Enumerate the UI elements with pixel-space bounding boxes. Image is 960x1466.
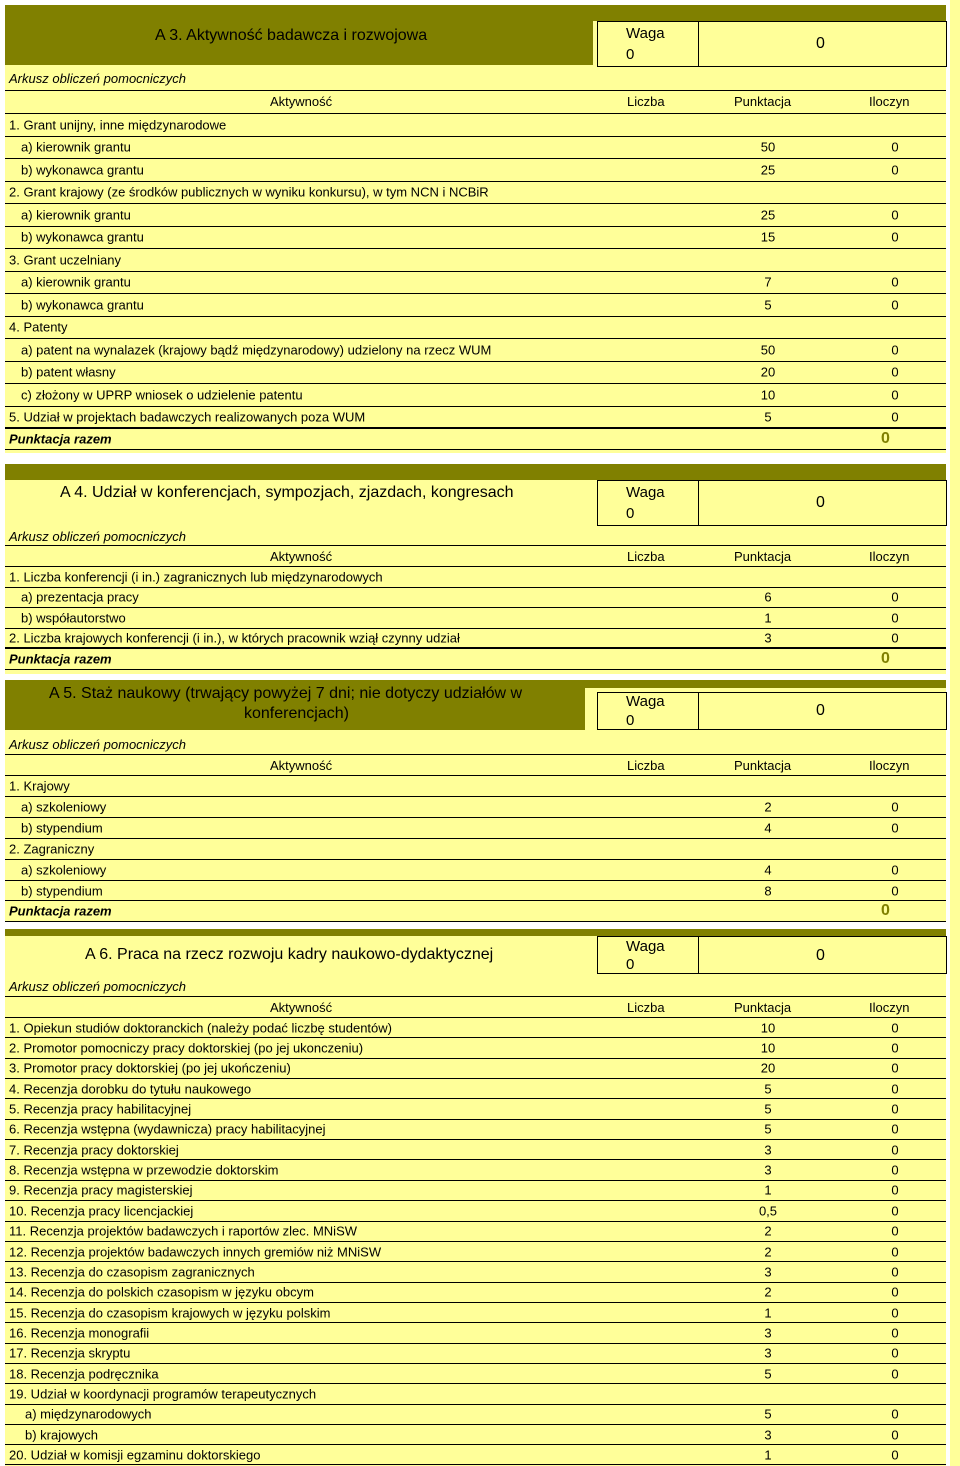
table-row [5,880,946,901]
section-a5-title-line1: A 5. Staż naukowy (trwający powyżej 7 dni; nie dotyczy udziałów w [49,685,523,702]
waga-label: Waga [626,938,665,955]
waga-divider [698,22,699,66]
row-label: 5. Udział w projektach badawczych realizowanych poza WUM [9,409,366,425]
table-row [5,338,946,361]
row-iloczyn: 0 [891,589,899,605]
arkusz-label: Arkusz obliczeń pomocniczych [9,979,187,994]
row-label: a) międzynarodowych [25,1406,152,1422]
section-a5-result: 0 [816,702,825,719]
row-iloczyn: 0 [891,1325,899,1341]
row-punktacja: 25 [760,207,776,223]
row-punktacja: 10 [760,1040,776,1056]
row-label: 13. Recenzja do czasopism zagranicznych [9,1264,255,1280]
row-label: 14. Recenzja do polskich czasopism w języku obcym [9,1284,314,1300]
row-iloczyn: 0 [891,1427,899,1443]
row-label: a) szkoleniowy [21,799,107,815]
total-value: 0 [881,902,890,919]
row-iloczyn: 0 [891,630,899,646]
row-iloczyn: 0 [891,1101,899,1117]
col-iloczyn: Iloczyn [869,758,910,773]
col-punktacja: Punktacja [734,1000,792,1015]
section-a3-title: A 3. Aktywność badawcza i rozwojowa [155,27,428,44]
row-iloczyn: 0 [891,207,899,223]
section-a6-waga-box [597,936,947,974]
row-label: 7. Recenzja pracy doktorskiej [9,1142,179,1158]
col-punktacja: Punktacja [734,94,792,109]
row-label: 1. Opiekun studiów doktoranckich (należy podać liczbę studentów) [9,1020,392,1036]
table-row [5,628,946,649]
row-label: 1. Grant unijny, inne międzynarodowe [9,117,227,133]
row-punktacja: 20 [760,1060,776,1076]
column-header-row [5,996,946,1017]
table-row [5,817,946,838]
row-iloczyn: 0 [891,1244,899,1260]
table-row [5,203,946,226]
table-row [5,1322,946,1342]
row-punktacja: 3 [764,1142,772,1158]
row-iloczyn: 0 [891,1284,899,1300]
table-row [5,1363,946,1383]
row-punktacja: 5 [764,1121,772,1137]
row-iloczyn: 0 [891,1203,899,1219]
table-row [5,158,946,181]
table-row [5,1444,946,1464]
section-a6-title: A 6. Praca na rzecz rozwoju kadry naukowo-dydaktycznej [85,946,494,963]
row-punktacja: 2 [764,799,772,815]
table-row [5,1119,946,1139]
arkusz-label: Arkusz obliczeń pomocniczych [9,71,187,86]
waga-value: 0 [626,505,635,522]
row-label: a) kierownik grantu [21,139,131,155]
table-row [5,383,946,406]
row-punktacja: 25 [760,162,776,178]
table-row [5,775,946,796]
row-label: 6. Recenzja wstępna (wydawnicza) pracy habilitacyjnej [9,1121,326,1137]
row-punktacja: 8 [764,883,772,898]
row-iloczyn: 0 [891,342,899,358]
row-iloczyn: 0 [891,1223,899,1239]
row-punktacja: 10 [760,387,776,403]
row-punktacja: 3 [764,1345,772,1361]
row-label: 4. Patenty [9,319,68,335]
section-a4-result: 0 [816,494,825,511]
table-row [5,1424,946,1444]
row-punktacja: 1 [764,1305,772,1321]
col-aktywnosc: Aktywność [270,94,333,109]
table-row [5,607,946,628]
row-punktacja: 3 [764,1264,772,1280]
col-iloczyn: Iloczyn [869,94,910,109]
row-label: 18. Recenzja podręcznika [9,1366,159,1382]
row-punktacja: 5 [764,1406,772,1422]
row-label: 4. Recenzja dorobku do tytułu naukowego [9,1081,252,1097]
row-punktacja: 2 [764,1244,772,1260]
table-row [5,1383,946,1403]
table-row [5,1302,946,1322]
column-header-row [5,754,946,775]
row-label: a) prezentacja pracy [21,589,139,605]
col-liczba: Liczba [627,1000,665,1015]
table-row [5,1058,946,1078]
row-label: 20. Udział w komisji egzaminu doktorskiego [9,1447,261,1463]
row-label: 1. Liczba konferencji (i in.) zagranicznych lub międzynarodowych [9,569,383,585]
section-a3 [5,5,946,453]
row-iloczyn: 0 [891,820,899,836]
col-iloczyn: Iloczyn [869,1000,910,1015]
row-label: 8. Recenzja wstępna w przewodzie doktorskim [9,1162,279,1178]
table-row [5,1200,946,1220]
row-iloczyn: 0 [891,799,899,815]
row-iloczyn: 0 [891,1366,899,1382]
row-iloczyn: 0 [891,862,899,878]
total-label: Punktacja razem [9,431,112,447]
row-label: b) współautorstwo [21,610,126,626]
row-iloczyn: 0 [891,1406,899,1422]
row-label: b) wykonawca grantu [21,162,144,178]
row-label: 16. Recenzja monografii [9,1325,150,1341]
section-a5-title-line2: konferencjach) [244,705,349,722]
row-label: b) patent własny [21,364,116,380]
table-row [5,1139,946,1159]
row-iloczyn: 0 [891,1264,899,1280]
row-label: a) patent na wynalazek (krajowy bądź międzynarodowy) udzielony na rzecz WUM [21,342,492,358]
table-row [5,226,946,249]
row-iloczyn: 0 [891,162,899,178]
col-aktywnosc: Aktywność [270,549,333,564]
waga-label: Waga [626,484,665,501]
row-punktacja: 0,5 [758,1203,778,1219]
table-row [5,587,946,608]
arkusz-label: Arkusz obliczeń pomocniczych [9,529,187,544]
row-punktacja: 1 [764,610,772,626]
table-row [5,1261,946,1281]
section-a3-total-row [5,428,946,450]
row-label: 2. Zagraniczny [9,841,95,857]
row-punktacja: 15 [760,229,776,245]
table-row [5,1343,946,1363]
total-label: Punktacja razem [9,903,112,919]
row-punktacja: 1 [764,1447,772,1463]
waga-value: 0 [626,956,635,973]
table-row [5,406,946,429]
row-iloczyn: 0 [891,1447,899,1463]
row-punktacja: 5 [764,409,772,425]
row-label: b) wykonawca grantu [21,229,144,245]
row-iloczyn: 0 [891,274,899,290]
table-row [5,1078,946,1098]
column-header-row [5,545,946,566]
row-iloczyn: 0 [891,1040,899,1056]
row-punktacja: 5 [764,1081,772,1097]
col-punktacja: Punktacja [734,549,792,564]
table-row [5,859,946,880]
table-row [5,361,946,384]
row-iloczyn: 0 [891,1162,899,1178]
table-row [5,796,946,817]
total-value: 0 [881,430,890,447]
row-punktacja: 2 [764,1284,772,1300]
table-row [5,1180,946,1200]
row-label: b) krajowych [25,1427,98,1443]
table-row [5,1404,946,1424]
table-row [5,838,946,859]
row-label: b) wykonawca grantu [21,297,144,313]
row-iloczyn: 0 [891,610,899,626]
col-liczba: Liczba [627,549,665,564]
table-row [5,136,946,159]
waga-value: 0 [626,712,635,729]
table-row [5,113,946,136]
row-punktacja: 5 [764,1101,772,1117]
row-label: 17. Recenzja skryptu [9,1345,131,1361]
section-a6 [5,929,946,1466]
row-label: 19. Udział w koordynacji programów terapeutycznych [9,1386,317,1402]
table-row [5,248,946,271]
row-iloczyn: 0 [891,364,899,380]
table-row [5,316,946,339]
section-a4-waga-box [597,480,947,526]
row-iloczyn: 0 [891,1060,899,1076]
table-row [5,181,946,204]
section-a5-waga-box [597,692,947,730]
row-label: 3. Grant uczelniany [9,252,122,268]
row-label: 3. Promotor pracy doktorskiej (po jej ukończeniu) [9,1060,291,1076]
row-label: 11. Recenzja projektów badawczych i raportów zlec. MNiSW [9,1223,358,1239]
row-iloczyn: 0 [891,1142,899,1158]
row-label: 2. Liczba krajowych konferencji (i in.), w których pracownik wziął czynny udział [9,630,460,646]
row-iloczyn: 0 [891,1182,899,1198]
row-punktacja: 10 [760,1020,776,1036]
table-row [5,1037,946,1057]
row-punktacja: 50 [760,342,776,358]
row-punktacja: 7 [764,274,772,290]
row-label: 1. Krajowy [9,778,70,794]
section-a5 [5,680,946,922]
row-iloczyn: 0 [891,1121,899,1137]
section-a4 [5,464,946,674]
total-label: Punktacja razem [9,651,112,667]
row-punktacja: 6 [764,589,772,605]
row-label: a) kierownik grantu [21,207,131,223]
col-aktywnosc: Aktywność [270,758,333,773]
col-aktywnosc: Aktywność [270,1000,333,1015]
row-label: 12. Recenzja projektów badawczych innych gremiów niż MNiSW [9,1244,382,1260]
row-punktacja: 4 [764,862,772,878]
section-a6-header-bar [5,929,946,936]
total-value: 0 [881,650,890,667]
row-label: 5. Recenzja pracy habilitacyjnej [9,1101,192,1117]
table-row [5,1282,946,1302]
row-label: a) szkoleniowy [21,862,107,878]
col-liczba: Liczba [627,758,665,773]
row-punktacja: 5 [764,297,772,313]
waga-label: Waga [626,25,665,42]
row-label: 15. Recenzja do czasopism krajowych w języku polskim [9,1305,331,1321]
table-row [5,271,946,294]
row-punktacja: 3 [764,1162,772,1178]
row-punktacja: 5 [764,1366,772,1382]
row-iloczyn: 0 [891,883,899,898]
waga-divider [698,693,699,729]
row-iloczyn: 0 [891,1345,899,1361]
row-punktacja: 50 [760,139,776,155]
row-iloczyn: 0 [891,1081,899,1097]
waga-value: 0 [626,46,635,63]
row-iloczyn: 0 [891,1020,899,1036]
row-punktacja: 4 [764,820,772,836]
col-iloczyn: Iloczyn [869,549,910,564]
row-label: a) kierownik grantu [21,274,131,290]
waga-divider [698,937,699,973]
row-label: c) złożony w UPRP wniosek o udzielenie patentu [21,387,303,403]
row-iloczyn: 0 [891,387,899,403]
row-iloczyn: 0 [891,409,899,425]
right-edge-strip [950,0,960,1466]
row-label: 9. Recenzja pracy magisterskiej [9,1182,193,1198]
row-label: b) stypendium [21,820,103,836]
row-punktacja: 3 [764,1325,772,1341]
waga-divider [698,481,699,525]
row-label: b) stypendium [21,883,103,898]
row-punktacja: 2 [764,1223,772,1239]
row-label: 2. Promotor pomocniczy pracy doktorskiej (po jej ukonczeniu) [9,1040,364,1056]
table-row [5,1098,946,1118]
row-iloczyn: 0 [891,1305,899,1321]
table-row [5,566,946,587]
table-row [5,1241,946,1261]
section-a6-result: 0 [816,947,825,964]
row-iloczyn: 0 [891,229,899,245]
section-a3-result: 0 [816,35,825,52]
row-punktacja: 1 [764,1182,772,1198]
row-iloczyn: 0 [891,297,899,313]
section-a4-title: A 4. Udział w konferencjach, sympozjach, zjazdach, kongresach [60,484,514,501]
col-punktacja: Punktacja [734,758,792,773]
section-a4-total-row [5,648,946,670]
col-liczba: Liczba [627,94,665,109]
row-iloczyn: 0 [891,139,899,155]
section-a4-header-bar [5,464,946,480]
section-a5-total-row [5,900,946,922]
column-header-row [5,90,946,112]
waga-label: Waga [626,693,665,710]
row-label: 2. Grant krajowy (ze środków publicznych w wyniku konkursu), w tym NCN i NCBiR [9,184,489,200]
row-punktacja: 3 [764,1427,772,1443]
table-row [5,1017,946,1037]
arkusz-label: Arkusz obliczeń pomocniczych [9,737,187,752]
table-row [5,293,946,316]
row-label: 10. Recenzja pracy licencjackiej [9,1203,194,1219]
row-punktacja: 3 [764,630,772,646]
section-a3-waga-box [597,21,947,67]
table-row [5,1159,946,1179]
row-punktacja: 20 [760,364,776,380]
table-row [5,1221,946,1241]
